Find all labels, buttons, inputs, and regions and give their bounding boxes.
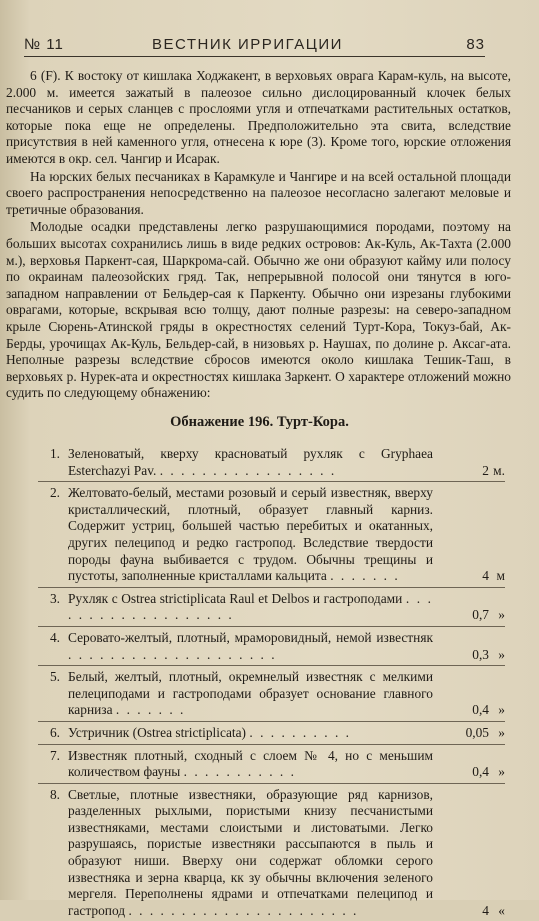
entry-number: 2. bbox=[49, 485, 60, 501]
entry-number: 7. bbox=[49, 747, 60, 763]
entry-text: Серовато-желтый, плотный, мраморовидный, немой известняк . . . . . . . . . . . . . . . . . . . . bbox=[68, 629, 433, 662]
layer-entry bbox=[38, 669, 505, 719]
leader-dots: . . . . . . . . . . . . . . . . . bbox=[159, 462, 337, 478]
entry-text: Известняк плотный, сходный с слоем № 4, но с меньшим количеством фауны . . . . . . . . . . . bbox=[68, 747, 433, 780]
entry-divider bbox=[38, 721, 505, 722]
entry-number: 1. bbox=[49, 446, 60, 461]
entry-text: Зеленоватый, кверху красноватый рухляк с Gryphaea Esterchazyi Pav. . . . . . . . . . . . . . . . . . bbox=[68, 446, 433, 478]
entry-unit: м bbox=[496, 568, 505, 584]
leader-dots: . . . . . . . bbox=[330, 568, 400, 584]
entry-divider bbox=[38, 665, 505, 666]
paragraph: Молодые осадки представлены легко разрушающимися породами, поэтому на больших высотах сохранились лишь в виде редких островов: Ак-Куль, Ак-Тахта (2.000 м.), верховья Паркент-сая, Шаркрома-сай. Обычно же они образуют кайму или полосу по окраинам палеозойских гряд. Так, непрерывной полосой они тянутся в юго-западном направлении от Бельдер-сая к Паркенту. Обычно они изрезаны глубокими оврагами, которые, вскрывая всю толщу, дают полные разрезы: на северо-западном крыле Сюрень-Атинской гряды в окрестностях селений Турт-Кора, Токуз-бай, Ак-Берды, урочищах Ак-Куль, Бельдер-сай, в низовьях р. Наушах, по долине р. Аксаг-ата. Неполные разрезы вследствие сбросов имеются около кишлака Тешик-Таш, в верховьях р. Нурек-ата и окрестностях кишлака Заркент. О характере отложений можно судить по следующему обнажению: bbox=[6, 219, 511, 401]
leader-dots: . . . . . . . . . . . . . . . . . . . bbox=[68, 590, 433, 623]
running-header bbox=[24, 32, 485, 54]
entry-number: 4. bbox=[49, 629, 60, 645]
layer-entry bbox=[38, 446, 505, 479]
layer-entry bbox=[38, 725, 505, 742]
leader-dots: . . . . . . . . . . . . . . . . . . . . . . bbox=[128, 902, 359, 918]
layer-entry bbox=[38, 485, 505, 585]
entry-number: 6. bbox=[49, 724, 60, 740]
section-title: Обнажение 196. Турт-Кора. bbox=[170, 414, 349, 430]
entry-unit: » bbox=[498, 702, 505, 718]
header-rule bbox=[24, 56, 485, 57]
entry-text: Рухляк с Ostrea strictiplicata Raul et Delbos и гастроподами . . . . . . . . . . . . . . . . . . . bbox=[68, 590, 433, 623]
entry-unit: » bbox=[498, 724, 505, 740]
entry-thickness: 0,4 bbox=[472, 702, 489, 718]
body-text bbox=[6, 68, 511, 403]
entry-text: Желтовато-белый, местами розовый и серый известняк, вверху кристаллический, плотный, образует главный карниз. Содержит устриц, большей частью перебитых и окатанных, других пелеципод и редко гастропод. Вследствие твердости породы фауна выбивается с трудом. Обычны трещины и пустоты, заполненные кристаллами кальцита . . . . . . . bbox=[68, 485, 433, 584]
issue-number: № 11 bbox=[24, 36, 64, 53]
entry-text: Устричник (Ostrea strictiplicata) . . . . . . . . . . bbox=[68, 724, 351, 740]
entry-text: Белый, желтый, плотный, окремнелый известняк с мелкими пелециподами и гастроподами образует основание главного карниза . . . . . . . bbox=[68, 669, 433, 718]
entry-thickness: 0,7 bbox=[472, 607, 489, 623]
layer-entry bbox=[38, 748, 505, 781]
paragraph: На юрских белых песчаниках в Карамкуле и Чангире и на всей остальной площади своего распространения непосредственно на палеозое несогласно залегают меловые и третичные образования. bbox=[6, 168, 511, 217]
entry-unit: » bbox=[498, 607, 505, 623]
entry-number: 5. bbox=[49, 669, 60, 685]
layer-list bbox=[38, 446, 505, 921]
entry-unit: » bbox=[498, 764, 505, 780]
entry-thickness: 4 bbox=[482, 568, 489, 584]
entry-text: Светлые, плотные известняки, образующие ряд карнизов, разделенных рыхлыми, пористыми книзу песчанистыми известняками, местами слоистыми и листоватыми. Легко разрушаясь, пористые известняки рассыпаются в пыль и образуют ниши. Вверху они содержат обломки серого известняка и зерна кварца, кк зу обычны включения зеленого мергеля. Переполнены ядрами и отпечатками пелеципод и гастропод . . . . . . . . . . . . . . . . . . . . . . bbox=[68, 786, 433, 918]
entry-thickness: 4 bbox=[482, 902, 489, 918]
leader-dots: . . . . . . . . . . . . . . . . . . . . bbox=[68, 646, 277, 662]
entry-thickness: 2 bbox=[482, 462, 489, 478]
entry-number: 8. bbox=[49, 786, 60, 802]
entry-unit: м. bbox=[493, 462, 505, 478]
leader-dots: . . . . . . . . . . . bbox=[183, 764, 296, 780]
layer-entry bbox=[38, 630, 505, 663]
leader-dots: . . . . . . . . . . bbox=[249, 724, 351, 740]
entry-unit: « bbox=[498, 902, 505, 918]
entry-thickness: 0,05 bbox=[465, 724, 489, 740]
entry-thickness: 0,4 bbox=[472, 764, 489, 780]
paragraph: 6 (F). К востоку от кишлака Ходжакент, в верховьях оврага Карам-куль, на высоте, 2.000 м. имеется зажатый в палеозое сильно дислоцированный клочек белых песчаников и серых сланцев с прослоями угля и отпечатками растительных остатков, которые пока еще не определены. Предположительно эта свита, вследствие присутствия в ней каменного угля, отнесена к юре (3). Кроме того, юрские отложения имеются в окр. сел. Чангир и Исарак. bbox=[6, 68, 511, 166]
page-number: 83 bbox=[466, 36, 485, 53]
journal-title: ВЕСТНИК ИРРИГАЦИИ bbox=[152, 36, 343, 53]
layer-entry bbox=[38, 591, 505, 624]
entry-thickness: 0,3 bbox=[472, 646, 489, 662]
entry-divider bbox=[38, 783, 505, 784]
leader-dots: . . . . . . . bbox=[115, 702, 186, 718]
entry-divider bbox=[38, 481, 505, 482]
entry-number: 3. bbox=[49, 590, 60, 606]
entry-unit: » bbox=[498, 646, 505, 662]
entry-divider bbox=[38, 626, 505, 627]
entry-divider bbox=[38, 587, 505, 588]
entry-divider bbox=[38, 744, 505, 745]
